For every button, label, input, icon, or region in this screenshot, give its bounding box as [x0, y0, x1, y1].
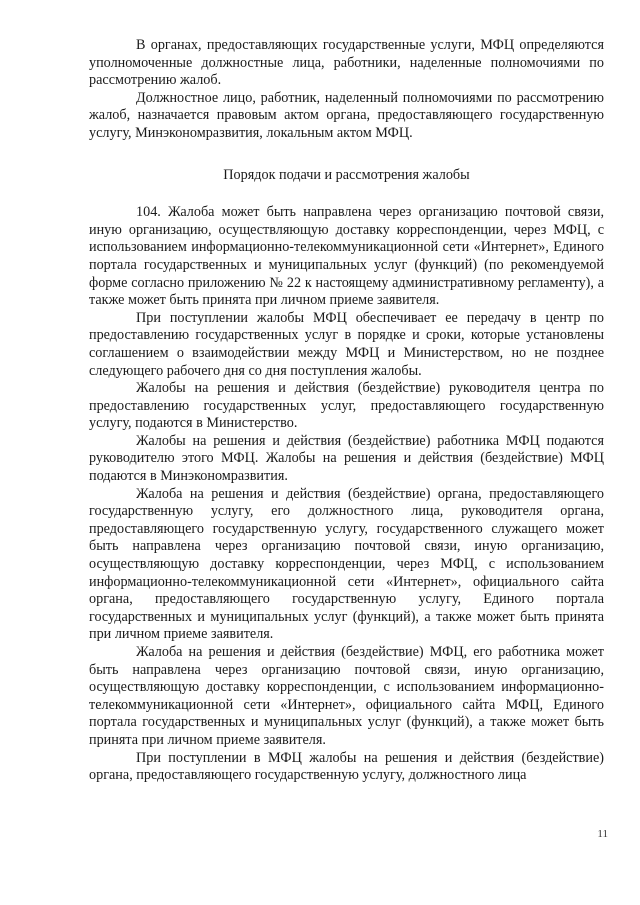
page-body: [89, 37, 604, 785]
paragraph: Жалоба на решения и действия (бездействие) органа, предоставляющего государственную услугу, его должностного лица, руководителя органа, предоставляющего государственную услугу, государственного служащего может быть направлена через организацию почтовой связи, иную организацию, осуществляющую доставку корреспонденции, через МФЦ, с использованием информационно-телекоммуникационной сети «Интернет», официального сайта органа, предоставляющего государственную услугу, Единого портала государственных и муниципальных услуг (функций), а также может быть принята при личном приеме заявителя.: [89, 485, 604, 643]
paragraph: 104. Жалоба может быть направлена через организацию почтовой связи, иную организацию, осуществляющую доставку корреспонденции, через МФЦ, с использованием информационно-телекоммуникационной сети «Интернет», Единого портала государственных и муниципальных услуг (функций) (по рекомендуемой форме согласно приложению № 22 к настоящему административному регламенту), а также может быть принята при личном приеме заявителя.: [89, 204, 604, 309]
paragraph: При поступлении жалобы МФЦ обеспечивает ее передачу в центр по предоставлению государственных услуг в порядке и сроки, которые установлены соглашением о взаимодействии между МФЦ и Министерством, но не позднее следующего рабочего дня со дня поступления жалобы.: [89, 309, 604, 379]
paragraph: Жалобы на решения и действия (бездействие) работника МФЦ подаются руководителю этого МФЦ. Жалобы на решения и действия (бездействие) МФЦ подаются в Минэкономразвития.: [89, 432, 604, 485]
section-heading: Порядок подачи и рассмотрения жалобы: [223, 166, 470, 183]
page-number: 11: [597, 828, 608, 840]
paragraph: Жалобы на решения и действия (бездействие) руководителя центра по предоставлению государственных услуг, предоставляющего государственную услугу, подаются в Министерство.: [89, 380, 604, 432]
paragraph: В органах, предоставляющих государственные услуги, МФЦ определяются уполномоченные должностные лица, работники, наделенные полномочиями по рассмотрению жалоб.: [89, 37, 604, 89]
paragraph: Должностное лицо, работник, наделенный полномочиями по рассмотрению жалоб, назначается правовым актом органа, предоставляющего государственную услугу, Минэкономразвития, локальным актом МФЦ.: [89, 89, 604, 141]
paragraph: При поступлении в МФЦ жалобы на решения и действия (бездействие) органа, предоставляющего государственную услугу, должностного лица: [89, 749, 604, 784]
paragraph: Жалоба на решения и действия (бездействие) МФЦ, его работника может быть направлена через организацию почтовой связи, иную организацию, осуществляющую доставку корреспонденции, с использованием информационно-телекоммуникационной сети «Интернет», официального сайта МФЦ, Единого портала государственных и муниципальных услуг (функций), а также может быть принята при личном приеме заявителя.: [89, 644, 604, 748]
